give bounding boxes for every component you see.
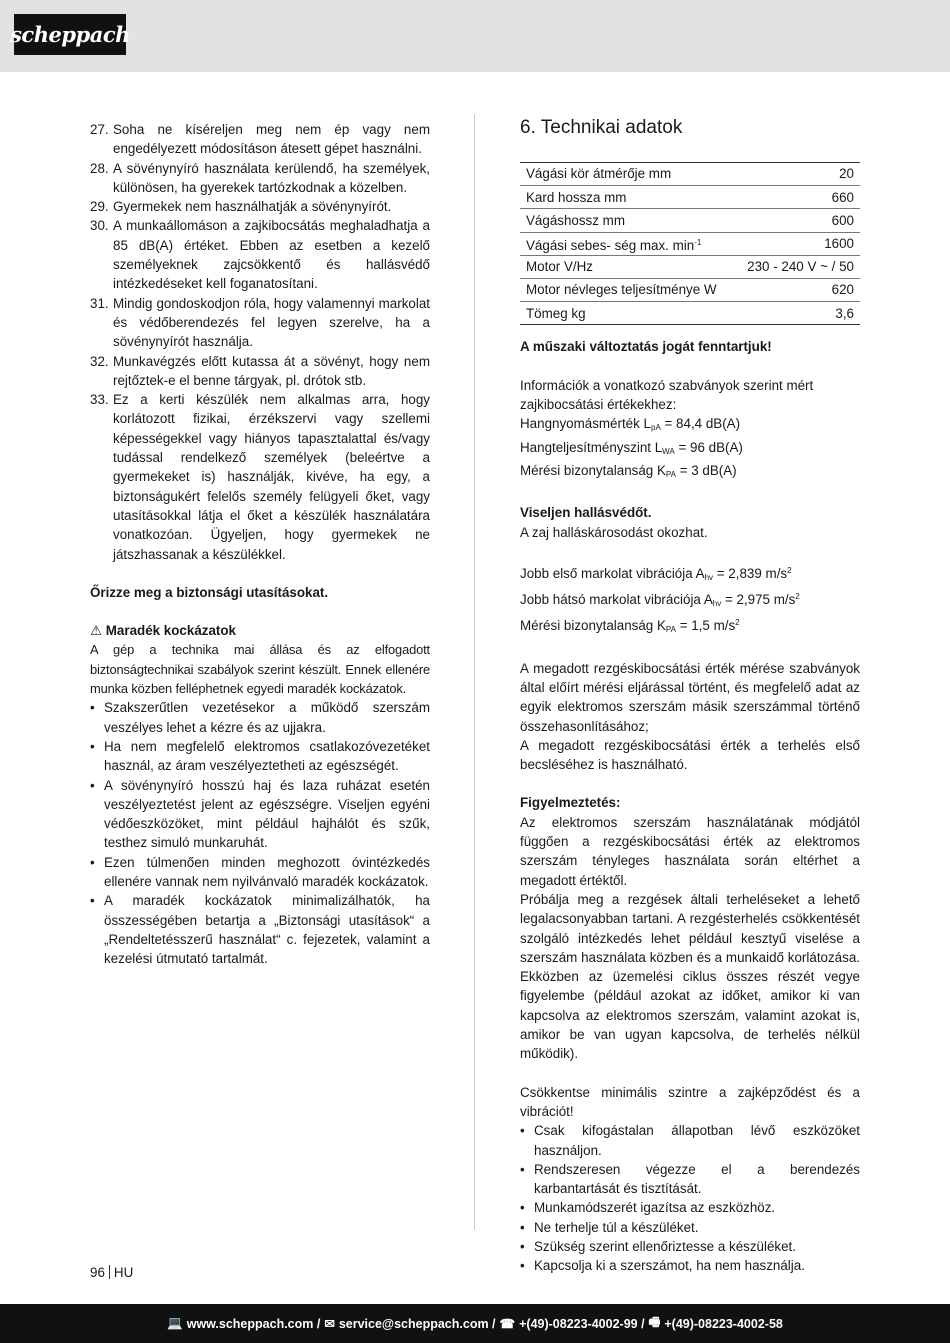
list-item: • Szükség szerint ellenőriztesse a készüléket. (520, 1239, 796, 1254)
vibration-paragraph: A megadott rezgéskibocsátási érték a terhelés első becsléséhez is használható. (520, 737, 860, 773)
fax-number: +(49)-08223-4002-58 (664, 1316, 783, 1331)
vibration-value: Mérési bizonytalanság $K_{PA} = 1,5$ $m/s^2$ (520, 618, 740, 635)
fax-icon: 🖷 (648, 1315, 661, 1329)
list-item: • Ne terhelje túl a készüléket. (520, 1219, 699, 1235)
contact-bar (0, 1304, 950, 1343)
section-title: 6. Technikai adatok (520, 117, 683, 138)
list-item: • Kapcsolja ki a szerszámot, ha nem használja. (520, 1258, 805, 1274)
list-item: • A maradék kockázatok minimalizálhatók, ha összességében betartja a „Biztonsági utasítások“ a „Rendeltetésszerű használat“ c. fejezetek, valamint a kezelési útmutató tartalmát. (90, 893, 430, 967)
warning-heading: Figyelmeztetés: (520, 795, 621, 811)
warning-paragraph: Próbálja meg a rezgések általi terheléseket a lehető legalacsonyabban tartani. A rezgésterhelés csökkentését szolgáló intézkedés lehet például kesztyű viselése a szerszám használata közben és a munkaidő korlátozása. Ekközben az üzemelési ciklus összes részét vegye figyelembe (például azokat az időket, amikor ki van kapcsolva az elektromos szerszám, valamint azokat is, amikor be van ugyan kapcsolva, de terhelés nélkül működik). (520, 891, 860, 1062)
column-divider (474, 114, 475, 1230)
email-link[interactable]: service@scheppach.com / (338, 1316, 496, 1331)
table-row: Vágási sebes- ség max. $\min^{-1}$ 1600 (520, 232, 860, 255)
reduce-intro: Csökkentse minimális szintre a zajképződést és a vibrációt! (520, 1084, 860, 1119)
list-item: 27. Soha ne kíséreljen meg nem ép vagy nem engedélyezett módosításon átesett gépet használni. (90, 122, 430, 157)
header-bar (0, 0, 950, 72)
safety-list (90, 120, 430, 564)
table-row: Motor V/Hz 230 - 240 V ~ / 50 (520, 255, 860, 278)
list-item: • Ha nem megfelelő elektromos csatlakozóvezetéket használ, az áram veszélyeztetheti az egészségét. (90, 738, 430, 774)
reduce-list (520, 1121, 860, 1275)
website-link[interactable]: www.scheppach.com / (186, 1316, 321, 1331)
residual-risks-heading: ⚠ Maradék kockázatok (90, 621, 430, 640)
list-item: 33. Ez a kerti készülék nem alkalmas arra, hogy korlátozott fizikai, érzékszervi vagy szellemi képességekkel vagy hiányos tapasztalattal és/vagy tudással rendelkező személyek (beleértve a gyermekeket is) használják, kivéve, ha egy, a biztonságukért felelős személy felügyeli őket, vagy utasításokkal látja el őket a készülék használatára vonatkozóan. Ügyeljen, hogy gyermekek ne játszhassanak a készülékkel. (90, 392, 430, 562)
vibration-value: Jobb hátsó markolat vibrációja $A_{hv} = 2,975$ $m/s^2$ (520, 592, 800, 609)
list-item: 29. Gyermekek nem használhatják a sövénynyírót. (90, 199, 392, 215)
vibration-value: Jobb első markolat vibrációja $A_{hv} = 2,839$ $m/s^2$ (520, 565, 792, 582)
page-number: 96 HU (90, 1265, 134, 1280)
list-item: 31. Mindig gondoskodjon róla, hogy valamennyi markolat és védőberendezés fel legyen szerelve, ha a sövénynyírót használja. (90, 295, 430, 350)
list-item: • Munkamódszerét igazítsa az eszközhöz. (520, 1200, 776, 1216)
phone-icon: ☎ (499, 1317, 516, 1331)
left-column (90, 120, 430, 968)
tech-change-notice: A műszaki változtatás jogát fenntartjuk! (520, 339, 772, 355)
table-row: Tömeg kg 3,6 (526, 305, 854, 321)
list-item: • Szakszerűtlen vezetésekor a működő szerszám veszélyes lehet a kézre és az ujjakra. (90, 700, 430, 735)
brand-logo: scheppach (14, 14, 126, 55)
tech-data-table (520, 162, 860, 325)
residual-intro: A gép a technika mai állása és az elfogadott biztonságtechnikai szabályok szerint készült. Ennek ellenére munka közben felléphetnek egyedi maradék kockázatok. (90, 642, 430, 697)
list-item: 28. A sövénynyíró használata kerülendő, ha személyek, különösen, ha gyerekek tartózkodnak a közelben. (90, 160, 430, 195)
table-row: Vágási kör átmérője mm 20 (520, 163, 860, 186)
noise-value: Hangnyomásmérték $L_{pA} = 84,4$ dB(A) (520, 416, 741, 433)
list-item: • A sövénynyíró hosszú haj és laza ruházat esetén veszélyeztetést jelent az egészségre. Viseljen egyéni védőeszközöket, mint például hajhálót és szűk, testhez simuló munkaruhát. (90, 777, 430, 851)
warning-triangle-icon: ⚠ (90, 623, 103, 639)
right-column (520, 117, 860, 1276)
list-item: 30. A munkaállomáson a zajkibocsátás meghaladhatja a 85 dB(A) értéket. Ebben az esetben a kezelő személyeknek zajcsökkentő és hallásvédő intézkedéseket kell foganatosítani. (90, 218, 430, 292)
computer-icon: 💻 (167, 1316, 183, 1330)
table-row: Vágáshossz mm 600 (520, 209, 860, 232)
phone-number: +(49)-08223-4002-99 / (519, 1316, 645, 1331)
list-item: • Csak kifogástalan állapotban lévő eszközöket használjon. (520, 1123, 860, 1158)
vibration-paragraph: A megadott rezgéskibocsátási érték mérése szabványok által előírt mérési eljárással történt, és megfelelő adat az egyik elektromos szerszám másik szerszámmal történő összehasonlításához; (520, 660, 860, 734)
hearing-text: A zaj halláskárosodást okozhat. (520, 524, 708, 540)
list-item: 32. Munkavégzés előtt kutassa át a sövényt, hogy nem rejtőztek-e el benne tárgyak, pl. drótok stb. (90, 353, 430, 388)
residual-risks-list (90, 698, 430, 968)
table-row: Kard hossza mm 660 (520, 186, 860, 209)
noise-value: Hangteljesítményszint $L_{WA} = 96$ dB(A) (520, 439, 743, 456)
keep-instructions-heading: Őrizze meg a biztonsági utasításokat. (90, 584, 329, 600)
noise-intro: Információk a vonatkozó szabványok szerint mért zajkibocsátási értékekhez: (520, 377, 814, 413)
list-item: • Rendszeresen végezze el a berendezés karbantartását és tisztítását. (520, 1161, 860, 1197)
noise-value: Mérési bizonytalanság $K_{PA} = 3$ dB(A) (520, 462, 737, 479)
list-item: • Ezen túlmenően minden meghozott óvintézkedés ellenére vannak nem nyilvánvaló maradék kockázatok. (90, 854, 430, 889)
warning-paragraph: Az elektromos szerszám használatának módjától függően a rezgéskibocsátási érték az elektromos szerszám tényleges használata során eltérhet a megadott értéktől. (520, 814, 860, 888)
mail-icon: ✉ (324, 1317, 335, 1331)
table-row: Motor névleges teljesítménye W 620 (520, 279, 860, 302)
hearing-heading: Viseljen hallásvédőt. (520, 505, 652, 521)
